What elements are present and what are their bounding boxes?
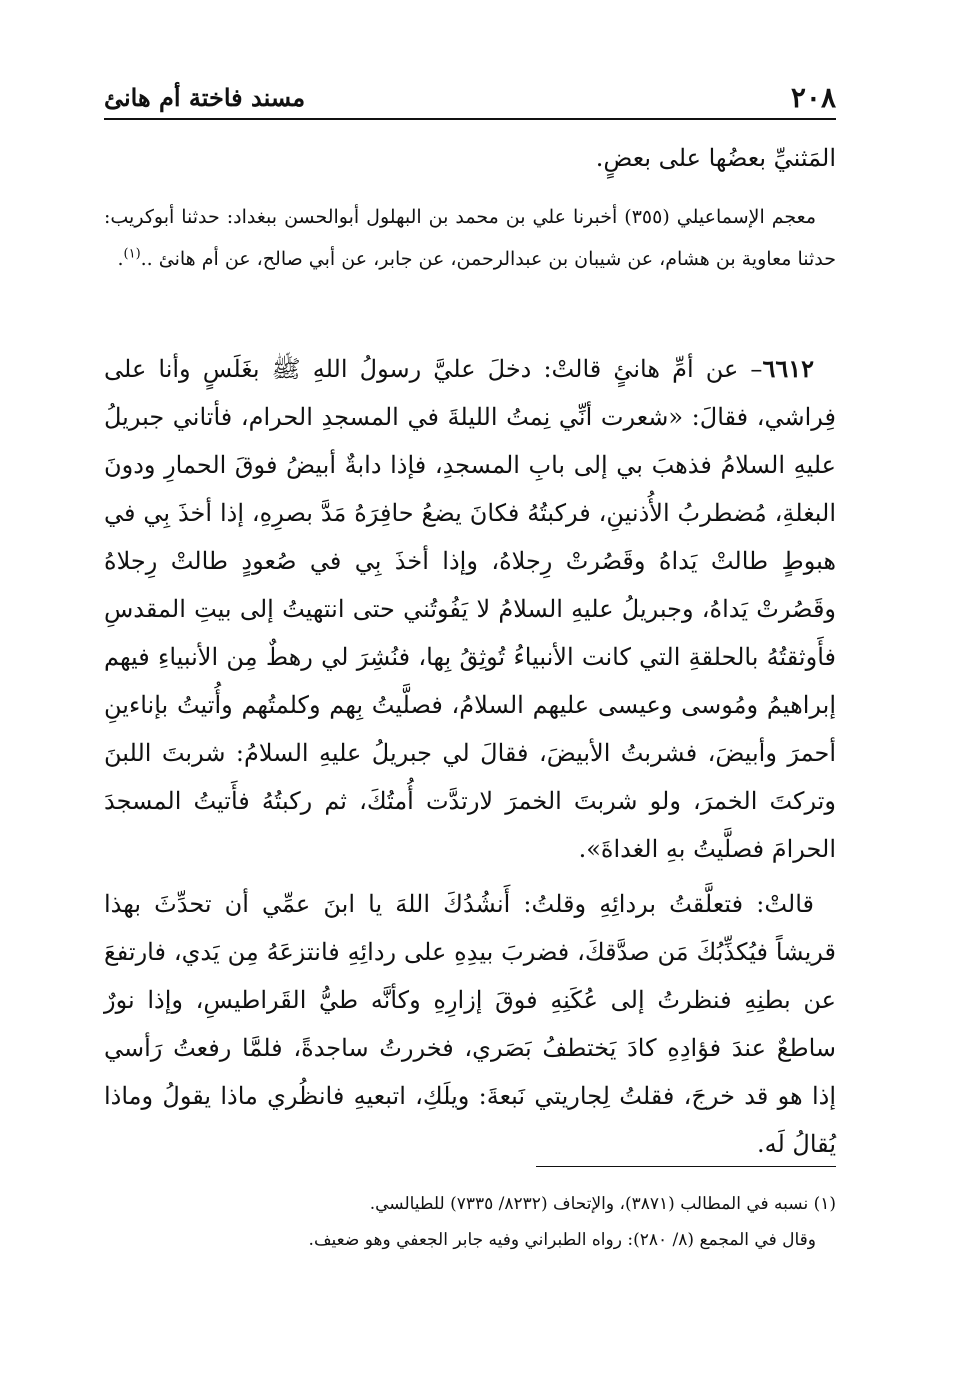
page-header	[104, 74, 836, 114]
narration-text: قالتْ: فتعلَّقتُ بردائِهِ وقلتُ: أَنشُدُكَ اللهَ يا ابنَ عمِّي أن تحدِّثَ بهذا قريشاً فيُكذِّبُكَ مَن صدَّقكَ، فضربَ بيدِهِ على ردائِهِ فانتزعَهُ مِن يَدي، فارتفعَ عن بطنِهِ فنظرتُ إلى عُكَنِهِ فوقَ إزارِهِ وكأنَّه طيُّ القَراطيسِ، وإذا نورٌ ساطعٌ عندَ فؤادِهِ كادَ يَختطفُ بَصَري، فخررتُ ساجدةً، فلمَّا رفعتُ رَأسي إذا هو قد خرجَ، فقلتُ لِجاريتي نَبعةَ: ويلَكِ، اتبعيهِ فانظُري ماذا يقولُ وماذا يُقالُ لَه.	[104, 890, 836, 1158]
running-title: مسند فاختة أم هانئ	[104, 83, 306, 112]
footnote-ref: (١)	[123, 246, 141, 262]
hadith-text	[104, 345, 836, 873]
footnote-1-continued: وقال في المجمع (٨/ ٢٨٠): رواه الطبراني وفيه جابر الجعفي وهو ضعيف.	[308, 1230, 816, 1250]
footnote-1: (١) نسبه في المطالب (٣٨٧١)، والإتحاف (٨٢٣٢/ ٧٣٣٥) للطيالسي.	[369, 1194, 836, 1214]
header-divider	[104, 118, 836, 120]
continuation-paragraph	[104, 136, 836, 180]
narration-paragraph	[104, 880, 836, 1168]
hadith-number: ٦٦١٢	[762, 354, 814, 383]
hadith-paragraph	[104, 345, 836, 873]
page-number: ٢٠٨	[790, 81, 836, 114]
hadith-body: – عن أمِّ هانئٍ قالتْ: دخلَ عليَّ رسولُ اللهِ ﷺ بغَلَسٍ وأنا على فِراشي، فقالَ: «شعرت أنِّي نِمتُ الليلةَ في المسجدِ الحرام، فأتاني جبريلُ عليهِ السلامُ فذهبَ بي إلى بابِ المسجدِ، فإذا دابةٌ أبيضُ فوقَ الحمارِ ودونَ البغلةِ، مُضطربُ الأُذنينِ، فركبتُهُ فكانَ يضعُ حافِرَهُ مَدَّ بصرِهِ، إذا أخذَ بِي في هبوطٍ طالتْ يَداهُ وقَصُرتْ رِجلاهُ، وإذا أخذَ بِي في صُعودٍ طالتْ رِجلاهُ وقَصُرتْ يَداهُ، وجبريلُ عليهِ السلامُ لا يَفُوتُني حتى انتهيتُ إلى بيتِ المقدسِ فأَوثقتُهُ بالحلقةِ التي كانت الأنبياءُ تُوثِقُ بِها، فنُشِرَ لي رهطٌ مِن الأنبياءِ فيهم إبراهيمُ ومُوسى وعيسى عليهم السلامُ، فصلَّيتُ بِهم وكلمتُهم وأُتيتُ بإناءينِ أحمرَ وأبيضَ، فشربتُ الأبيضَ، فقالَ لي جبريلُ عليهِ السلامُ: شربتَ اللبنَ وتركتَ الخمرَ، ولو شربتَ الخمرَ لارتدَّت أُمتُكَ، ثم ركبتُهُ فأَتيتُ المسجدَ الحرامَ فصلَّيتُ بهِ الغداةَ».	[104, 355, 837, 863]
footnotes	[104, 1186, 836, 1258]
continuation-text: المَثنيِّ بعضُها على بعضٍ.	[595, 144, 836, 172]
source-note-paragraph	[104, 196, 836, 280]
source-note-end: .	[117, 248, 124, 270]
footnote-divider	[536, 1166, 836, 1167]
source-note-body: معجم الإسماعيلي (٣٥٥) أخبرنا علي بن محمد بن البهلول أبوالحسن ببغداد: حدثنا أبوكريب: حدثنا معاوية بن هشام، عن شيبان بن عبدالرحمن، عن جابر، عن أبي صالح، عن أم هانئ ..	[104, 206, 836, 270]
source-note-text	[104, 196, 836, 280]
